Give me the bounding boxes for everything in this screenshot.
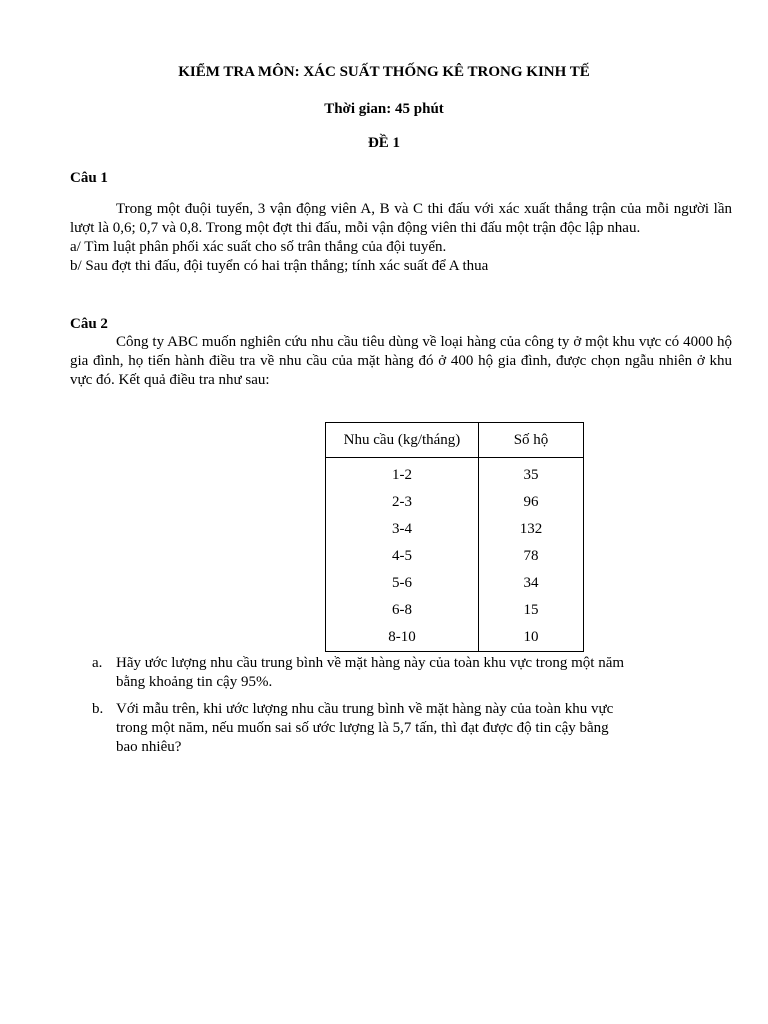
question-1-intro-text: Trong một đuội tuyển, 3 vận động viên A, B và C thi đấu với xác xuất thắng trận của mỗi người lần lượt là 0,6; 0,7 và 0,8. Trong một đợt thi đấu, mỗi vận động viên thi đấu một trận độc lập nhau. [70,201,732,236]
household-count-cell: 10 [479,624,584,652]
exam-number: ĐỀ 1 [367,135,401,151]
table-header-row [326,423,584,458]
exam-time: Thời gian: 45 phút [324,101,444,117]
question-1-part-a: a/ Tìm luật phân phối xác suất cho số trân thắng của đội tuyển. [70,239,447,255]
demand-range-cell: 2-3 [326,489,479,516]
table-row [326,570,584,597]
households-column-header: Số hộ [479,423,584,458]
question-1-body [70,200,732,276]
item-a-text: Hãy ước lượng nhu cầu trung bình về mặt hàng này của toàn khu vực trong một năm bằng khoảng tin cậy 95%. [116,655,625,690]
household-count-cell: 78 [479,543,584,570]
table-row [326,543,584,570]
household-count-cell: 34 [479,570,584,597]
household-count-cell: 132 [479,516,584,543]
table-row [326,516,584,543]
table-row [326,624,584,652]
table-row [326,458,584,490]
demand-range-cell: 5-6 [326,570,479,597]
demand-range-cell: 6-8 [326,597,479,624]
household-count-cell: 15 [479,597,584,624]
question-2-intro [70,333,732,390]
household-count-cell: 96 [479,489,584,516]
table-row [326,597,584,624]
item-b-marker: b. [92,701,104,717]
demand-range-cell: 3-4 [326,516,479,543]
item-b-text: Với mẫu trên, khi ước lượng nhu cầu trung bình về mặt hàng này của toàn khu vực trong một năm, nếu muốn sai số ước lượng là 5,7 tấn, thì đạt được độ tin cậy bằng bao nhiêu? [116,701,614,755]
table-body [326,458,584,652]
question-2-items [92,654,632,765]
demand-range-cell: 4-5 [326,543,479,570]
question-2-intro-text: Công ty ABC muốn nghiên cứu nhu cầu tiêu dùng về loại hàng của công ty ở một khu vực có 4000 hộ gia đình, họ tiến hành điều tra về nhu cầu của mặt hàng đó ở 400 hộ gia đình, được chọn ngẫu nhiên ở khu vực đó. Kết quả điều tra như sau: [70,334,732,388]
question-1-heading: Câu 1 [70,170,108,186]
demand-table [325,422,584,652]
question-2-item-a [92,654,632,692]
question-1-part-b: b/ Sau đợt thi đấu, đội tuyển có hai trận thắng; tính xác suất để A thua [70,258,489,274]
household-count-cell: 35 [479,458,584,490]
question-2-item-b [92,700,632,757]
question-1-intro [70,200,732,238]
exam-title: KIỂM TRA MÔN: XÁC SUẤT THỐNG KÊ TRONG KINH TẾ [178,64,590,80]
demand-column-header: Nhu cầu (kg/tháng) [326,423,479,458]
demand-range-cell: 8-10 [326,624,479,652]
table-row [326,489,584,516]
item-a-marker: a. [92,655,103,671]
question-2-heading: Câu 2 [70,316,108,332]
demand-range-cell: 1-2 [326,458,479,490]
